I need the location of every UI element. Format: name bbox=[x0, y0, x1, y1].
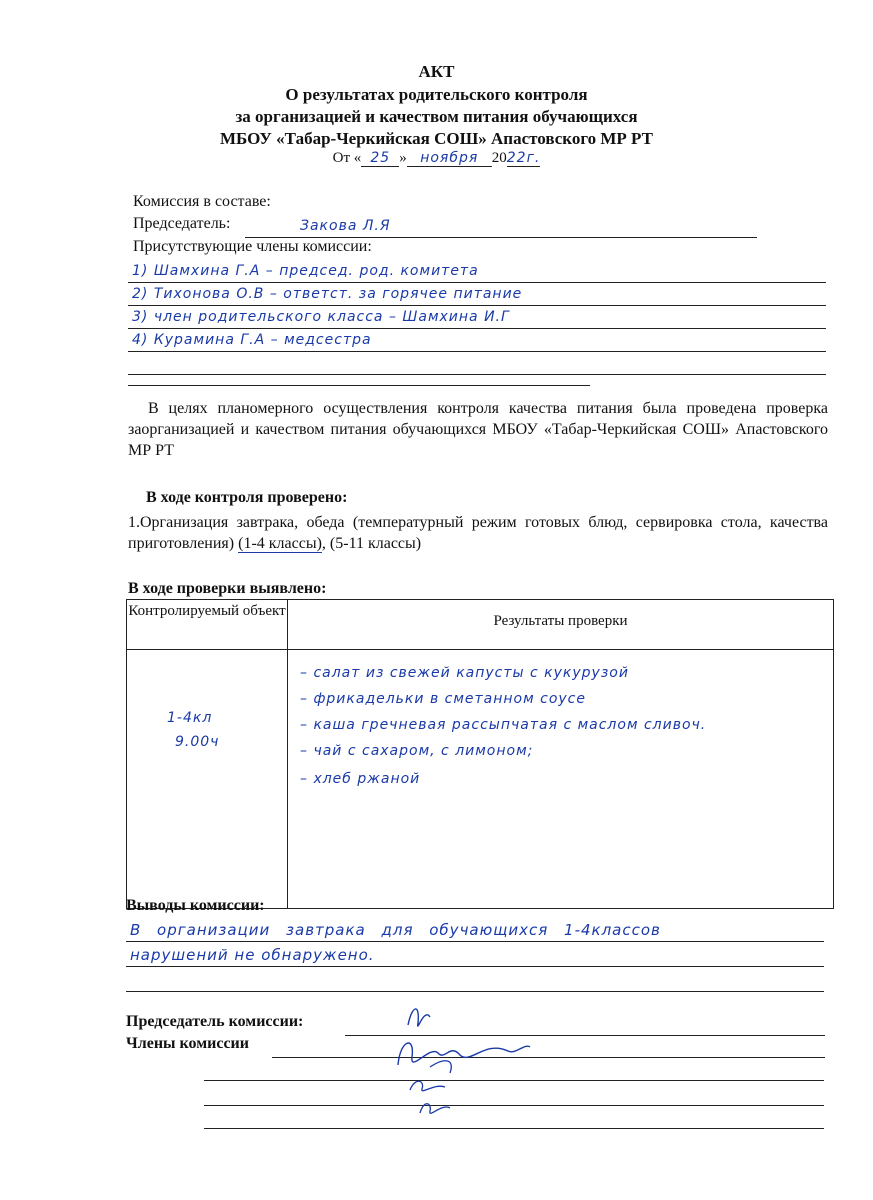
findings-heading: В ходе проверки выявлено: bbox=[128, 580, 327, 597]
checked-grades-2: (5-11 классы) bbox=[329, 535, 422, 552]
member-line-1 bbox=[128, 262, 826, 283]
checked-item bbox=[128, 512, 828, 554]
chair-line bbox=[245, 217, 757, 238]
object-cell bbox=[127, 650, 288, 909]
member-2: 2) Тихонова О.В – ответст. за горячее питание bbox=[132, 286, 523, 302]
date-line bbox=[0, 150, 873, 167]
conclusions-heading: Выводы комиссии: bbox=[126, 897, 265, 914]
commission-label: Комиссия в составе: bbox=[133, 193, 271, 210]
member-line-2 bbox=[128, 285, 826, 306]
result-item-1: – салат из свежей капусты с кукурузой bbox=[300, 665, 629, 681]
member-line-4 bbox=[128, 331, 826, 352]
conclusion-text-2: нарушений не обнаружено. bbox=[130, 946, 375, 964]
conclusion-line-2 bbox=[126, 944, 824, 967]
member-4: 4) Курамина Г.А – медсестра bbox=[132, 332, 372, 348]
date-mid: » bbox=[399, 150, 407, 166]
members-label: Присутствующие члены комиссии: bbox=[133, 238, 372, 255]
findings-table bbox=[126, 599, 834, 909]
object-line-1: 1-4кл bbox=[167, 710, 213, 726]
member-line-5 bbox=[128, 354, 826, 375]
date-day: 25 bbox=[361, 150, 399, 167]
member-signature-3 bbox=[420, 1104, 450, 1114]
doc-title: АКТ bbox=[418, 62, 455, 81]
doc-subtitle-2: за организацией и качеством питания обучающихся bbox=[235, 107, 638, 126]
date-month: ноября bbox=[407, 150, 492, 167]
result-item-5: – хлеб ржаной bbox=[300, 771, 421, 787]
member-signature-1 bbox=[398, 1043, 530, 1065]
result-item-4: – чай с сахаром, с лимоном; bbox=[300, 743, 534, 759]
chair-label: Председатель: bbox=[133, 215, 231, 232]
conclusion-line-3 bbox=[126, 969, 824, 992]
result-item-2: – фрикадельки в сметанном соусе bbox=[300, 691, 586, 707]
checked-heading: В ходе контроля проверено: bbox=[146, 489, 348, 506]
results-cell bbox=[288, 650, 834, 909]
checked-item-text: 1.Организация завтрака, обеда (температурный режим готовых блюд, сервировка стола, качества приготовления) bbox=[128, 514, 828, 552]
col-header-object: Контролируемый объект bbox=[127, 600, 288, 650]
doc-subtitle-1: О результатах родительского контроля bbox=[285, 85, 588, 104]
checked-grades-1: (1-4 классы) bbox=[238, 535, 322, 552]
chair-signature bbox=[408, 1009, 430, 1026]
date-year-prefix: 20 bbox=[491, 150, 507, 166]
date-prefix: От « bbox=[332, 150, 362, 166]
member-line-6 bbox=[128, 377, 590, 386]
footer-members-label: Члены комиссии bbox=[126, 1035, 249, 1052]
member-signature-2 bbox=[410, 1081, 445, 1090]
result-item-3: – каша гречневая рассыпчатая с маслом сливоч. bbox=[300, 717, 707, 733]
footer-members-line-1 bbox=[272, 1037, 825, 1058]
date-year-suffix: 22г. bbox=[506, 150, 541, 166]
signatures-graphic bbox=[390, 995, 540, 1130]
footer-chair-label: Председатель комиссии: bbox=[126, 1013, 304, 1030]
checked-sep: , bbox=[321, 535, 330, 552]
chair-name: Закова Л.Я bbox=[300, 218, 391, 234]
member-line-3 bbox=[128, 308, 826, 329]
col-header-results: Результаты проверки bbox=[288, 600, 834, 650]
member-signature-1b bbox=[430, 1061, 451, 1073]
conclusion-text-1: В организации завтрака для обучающихся 1-4классов bbox=[130, 921, 661, 939]
member-3: 3) член родительского класса – Шамхина И.Г bbox=[132, 309, 510, 325]
object-line-2: 9.00ч bbox=[175, 734, 220, 750]
doc-subtitle-3: МБОУ «Табар-Черкийская СОШ» Апастовского МР РТ bbox=[220, 129, 653, 148]
intro-paragraph: В целях планомерного осуществления контроля качества питания была проведена проверка заорганизацией и качеством питания обучающихся МБОУ «Табар-Черкийская СОШ» Апастовского МР РТ bbox=[128, 400, 828, 459]
member-1: 1) Шамхина Г.А – председ. род. комитета bbox=[132, 263, 479, 279]
conclusion-line-1 bbox=[126, 919, 824, 942]
